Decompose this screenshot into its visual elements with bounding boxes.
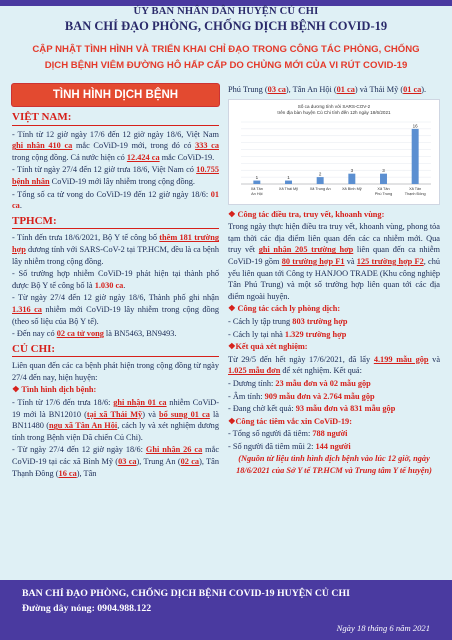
- chart-bar: [412, 128, 419, 183]
- hcm-para-2: - Số trường hợp nhiễm CoViD-19 phát hiện tại thành phố được Bộ Y tế công bố là 1.030 ca.: [12, 269, 219, 290]
- chart-tick-label: Xã Bình Mỹ: [342, 186, 362, 191]
- hcm-para-1: - Tính đến trưa 18/6/2021, Bộ Y tế công bố thêm 181 trường hợp dương tính với SARS-CoV-2 tại TP.HCM, đều là ca bệnh lây nhiễm trong cộng đồng.: [12, 233, 219, 266]
- vaccine-subheading: ❖Công tác tiêm vắc xin CoViD-19:: [228, 416, 352, 426]
- cases-bar-chart: [228, 99, 440, 205]
- testing-pending: - Đang chờ kết quả: 93 mẫu đơn và 831 mẫu gộp: [228, 404, 396, 414]
- cuchi-heading: CỦ CHI:: [12, 344, 219, 358]
- footer-hotline: Đường dây nóng: 0904.988.122: [22, 603, 152, 614]
- vietnam-heading: VIỆT NAM:: [12, 112, 219, 126]
- subtitle-line-2: DỊCH BỆNH VIÊM ĐƯỜNG HÔ HẤP CẤP DO CHỦNG MỚI CỦA VI RÚT COVID-19: [44, 60, 408, 71]
- chart-data-label: 16: [412, 122, 418, 128]
- cuchi-para-2: - Từ ngày 27/4 đến 12 giờ ngày 18/6: Ghi nhận 26 ca mắc CoViD-19 tại các xã Bình Mỹ (03 ca), Trung An (02 ca), Tân Thạnh Đông (16 ca), Tân: [12, 445, 219, 478]
- chart-data-label: 3: [350, 167, 354, 173]
- testing-para: Từ 29/5 đến hết ngày 17/6/2021, đã lấy 4.199 mẫu gộp và 1.025 mẫu đơn để xét nghiệm. Kết quả:: [228, 354, 441, 376]
- isolation-home: - Cách ly tại nhà 1.329 trường hợp: [228, 329, 347, 339]
- hcm-para-4: - Đến nay có 02 ca tử vong là BN5463, BN9493.: [12, 329, 177, 339]
- chart-title-line-1: Số ca dương tính với SARS-COV-2: [297, 103, 371, 109]
- hcm-para-3: - Từ ngày 27/4 đến 12 giờ ngày 18/6, Thành phố ghi nhận 1.316 ca nhiễm mới CoViD-19 lây nhiễm trong cộng đồng (theo số liệu của Bộ Y tế).: [12, 293, 220, 326]
- chart-bar: [317, 177, 324, 184]
- hcm-heading: TPHCM:: [12, 216, 219, 230]
- cuchi-para-2-cont: Phú Trung (03 ca), Tân An Hội (01 ca) và Thái Mỹ (01 ca).: [228, 85, 427, 94]
- chart-bar: [380, 173, 387, 183]
- vaccine-dose2: - Số người đã tiêm mũi 2: 144 người: [228, 441, 351, 451]
- source-note: (Nguồn từ liệu tình hình dịch bệnh vào lúc 12 giờ, ngày 18/6/2021 của Sở Y tế TP.HCM và Trung tâm Y tế huyện): [236, 454, 432, 476]
- subtitle-line-1: CẬP NHẬT TÌNH HÌNH VÀ TRIỂN KHAI CHỈ ĐẠO TRONG CÔNG TÁC PHÒNG, CHỐNG: [32, 44, 420, 55]
- chart-data-label: 3: [382, 167, 385, 173]
- chart-data-label: 1: [287, 174, 290, 180]
- chart-tick-label: Xã Tân: [250, 186, 263, 191]
- header-title: BAN CHỈ ĐẠO PHÒNG, CHỐNG DỊCH BỆNH COVID-19: [64, 19, 388, 33]
- right-column: [228, 84, 440, 478]
- chart-tick-label: Xã Tân: [409, 186, 422, 191]
- footer-title: BAN CHỈ ĐẠO PHÒNG, CHỐNG DỊCH BỆNH COVID-19 HUYỆN CỦ CHI: [22, 588, 350, 599]
- chart-data-label: 2: [318, 171, 322, 177]
- chart-data-label: 1: [255, 174, 259, 180]
- chart-bar: [348, 173, 355, 183]
- chart-svg: [229, 100, 439, 204]
- chart-title-line-2: trên địa bàn huyện Củ Chi tính đến 12h ngày 18/6/2021: [277, 109, 391, 115]
- tracing-para: Trong ngày thực hiện điều tra truy vết, khoanh vùng, phong tỏa tạm thời các địa điểm liên quan đến các ca nhiễm mới. Qua truy vết ghi nhận 205 trường hợp liên quan đến ca nhiễm CoViD-19 gồm 80 trường hợp F1 và 125 trường hợp F2, chủ yếu liên quan tới Công ty HANJOO TRADE (Khu công nghiệp Tân Phú Trung) và một số trường hợp liên quan tới các địa điểm ngoài huyện.: [228, 222, 441, 301]
- chart-tick-label: Phú Trung: [374, 191, 393, 196]
- footer-date: Ngày 18 tháng 6 năm 2021: [336, 623, 430, 633]
- testing-positive: - Dương tính: 23 mẫu đơn và 02 mẫu gộp: [228, 378, 371, 388]
- left-column: [12, 84, 219, 480]
- vietnam-para-2: - Tính từ ngày 27/4 đến 12 giờ trưa 18/6, Việt Nam có 10.755 bệnh nhân CoViD-19 mới lây nhiễm trong cộng đồng.: [12, 165, 219, 186]
- section-banner: TÌNH HÌNH DỊCH BỆNH: [12, 84, 219, 106]
- isolation-subheading: ❖ Công tác cách ly phòng dịch:: [228, 304, 341, 314]
- footer: [0, 580, 452, 640]
- chart-tick-label: Xã Tân: [377, 186, 390, 191]
- document-subtitle: [8, 42, 444, 74]
- testing-subheading: ❖Kết quả xét nghiệm:: [228, 342, 308, 352]
- cuchi-para-1: - Tính từ 17/6 đến trưa 18/6: ghi nhận 01 ca nhiễm CoViD-19 mới là BN12010 (tại xã Thái Mỹ) và bổ sung 01 ca là BN11480 (ngụ xã Tân An Hội, cách ly và xét nghiệm dương tính trong Bệnh viện Dã chiến Củ Chi).: [12, 398, 220, 442]
- vietnam-para-1: - Tính từ 12 giờ ngày 17/6 đến 12 giờ ngày 18/6, Việt Nam ghi nhận 410 ca mắc CoViD-19 mới, trong đó có 333 ca trong cộng đồng. Cả nước hiện có 12.424 ca mắc CoViD-19.: [12, 129, 220, 162]
- chart-tick-label: Xã Trung An: [309, 186, 331, 191]
- vietnam-para-3: - Tổng số ca tử vong do CoViD-19 đến 12 giờ ngày 18/6: 01 ca.: [12, 189, 219, 211]
- isolation-centralized: - Cách ly tập trung 803 trường hợp: [228, 316, 348, 326]
- chart-bar: [253, 180, 260, 183]
- chart-tick-label: An Hội: [251, 191, 263, 196]
- tracing-subheading: ❖ Công tác điều tra, truy vết, khoanh vùng:: [228, 209, 385, 219]
- cuchi-intro: Liên quan đến các ca bệnh phát hiện trong cộng đồng từ ngày 27/4 đến nay, hiện huyện:: [12, 361, 219, 382]
- vaccine-total: - Tổng số người đã tiêm: 788 người: [228, 429, 348, 439]
- cuchi-subheading: ❖ Tình hình dịch bệnh:: [12, 385, 97, 395]
- chart-tick-label: Thạnh Đông: [404, 191, 426, 196]
- org-name: ỦY BAN NHÂN DÂN HUYỆN CỦ CHI: [133, 6, 319, 17]
- testing-negative: - Âm tính: 909 mẫu đơn và 2.764 mẫu gộp: [228, 391, 375, 401]
- chart-tick-label: Xã Thái Mỹ: [278, 186, 299, 191]
- chart-bar: [285, 180, 292, 183]
